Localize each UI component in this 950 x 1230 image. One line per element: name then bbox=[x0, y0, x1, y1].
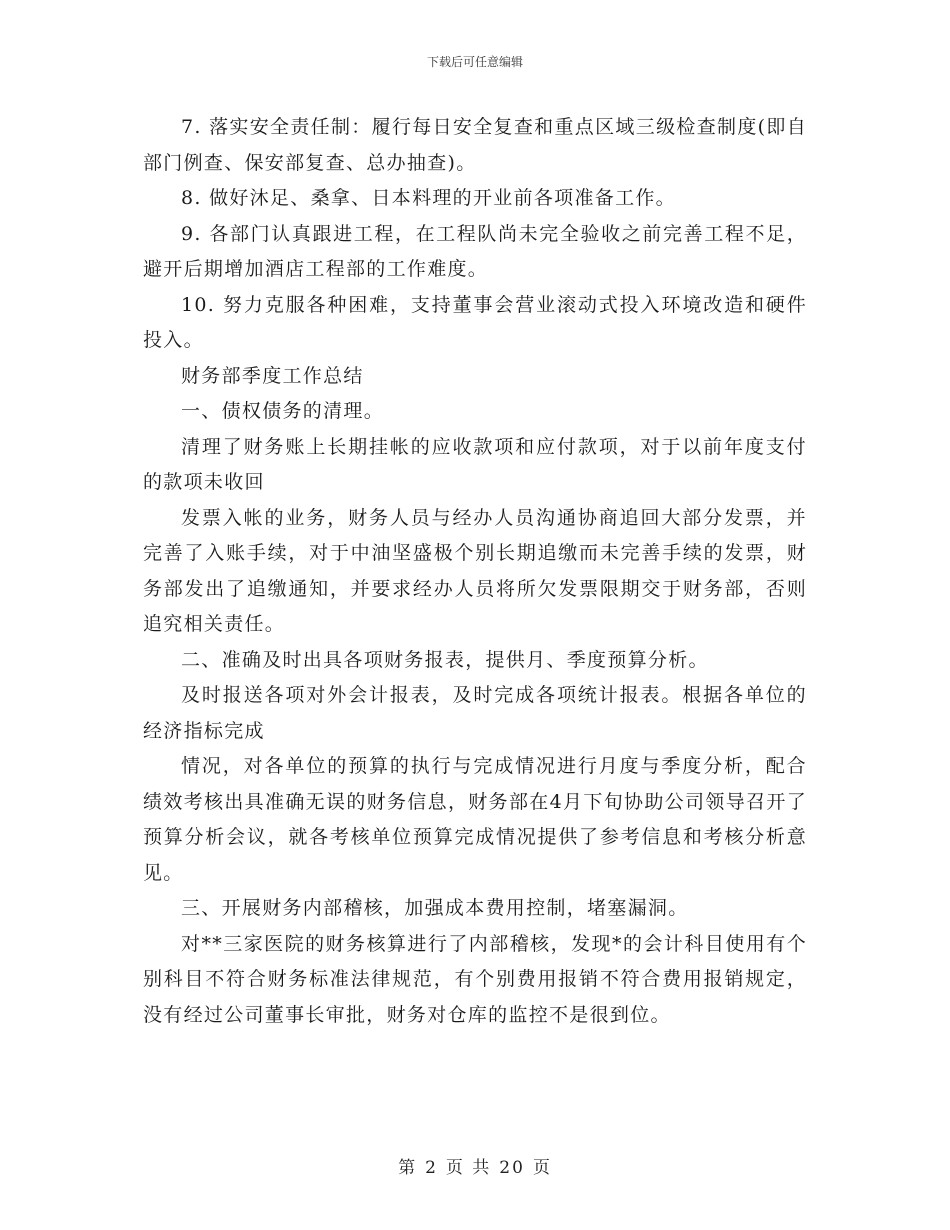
paragraph-item-10: 10. 努力克服各种困难，支持董事会营业滚动式投入环境改造和硬件投入。 bbox=[143, 293, 807, 351]
footer-prefix: 第 bbox=[398, 1158, 418, 1178]
paragraph-financial-reports-2: 情况，对各单位的预算的执行与完成情况进行月度与季度分析，配合绩效考核出具准确无误的财务信息，财务部在4月下旬协助公司领导召开了预算分析会议，就各考核单位预算完成情况提供了参考信息和考核分析意见。 bbox=[143, 755, 807, 884]
paragraph-item-8: 8. 做好沐足、桑拿、日本料理的开业前各项准备工作。 bbox=[181, 187, 676, 209]
paragraph-debt-cleanup-1: 清理了财务账上长期挂帐的应收款项和应付款项，对于以前年度支付的款项未收回 bbox=[143, 435, 807, 493]
paragraph-item-7: 7. 落实安全责任制：履行每日安全复查和重点区域三级检查制度(即自部门例查、保安部复查、总办抽查)。 bbox=[143, 116, 807, 174]
page-footer bbox=[0, 1153, 950, 1178]
paragraph-debt-cleanup-2: 发票入帐的业务，财务人员与经办人员沟通协商追回大部分发票，并完善了入账手续，对于中油坚盛极个别长期追缴而未完善手续的发票，财务部发出了追缴通知，并要求经办人员将所欠发票限期交于财务部，否则追究相关责任。 bbox=[143, 506, 807, 635]
paragraph-financial-reports-1: 及时报送各项对外会计报表，及时完成各项统计报表。根据各单位的经济指标完成 bbox=[143, 684, 807, 742]
current-page-number: 2 bbox=[425, 1158, 438, 1178]
document-body bbox=[143, 110, 807, 1033]
heading-debt-cleanup: 一、债权债务的清理。 bbox=[181, 400, 385, 422]
section-title: 财务部季度工作总结 bbox=[181, 364, 364, 387]
heading-financial-reports: 二、准确及时出具各项财务报表，提供月、季度预算分析。 bbox=[181, 648, 709, 671]
footer-middle: 页 共 bbox=[445, 1158, 492, 1178]
total-pages-number: 20 bbox=[499, 1158, 525, 1178]
paragraph-item-9: 9. 各部门认真跟进工程，在工程队尚未完全验收之前完善工程不足，避开后期增加酒店工程部的工作难度。 bbox=[143, 222, 807, 280]
paragraph-internal-audit: 对**三家医院的财务核算进行了内部稽核，发现*的会计科目使用有个别科目不符合财务标准法律规范，有个别费用报销不符合费用报销规定，没有经过公司董事长审批，财务对仓库的监控不是很到位。 bbox=[143, 932, 807, 1026]
footer-suffix: 页 bbox=[532, 1158, 552, 1178]
heading-internal-audit: 三、开展财务内部稽核，加强成本费用控制，堵塞漏洞。 bbox=[181, 897, 689, 919]
page-header: 下载后可任意编辑 bbox=[426, 55, 523, 69]
